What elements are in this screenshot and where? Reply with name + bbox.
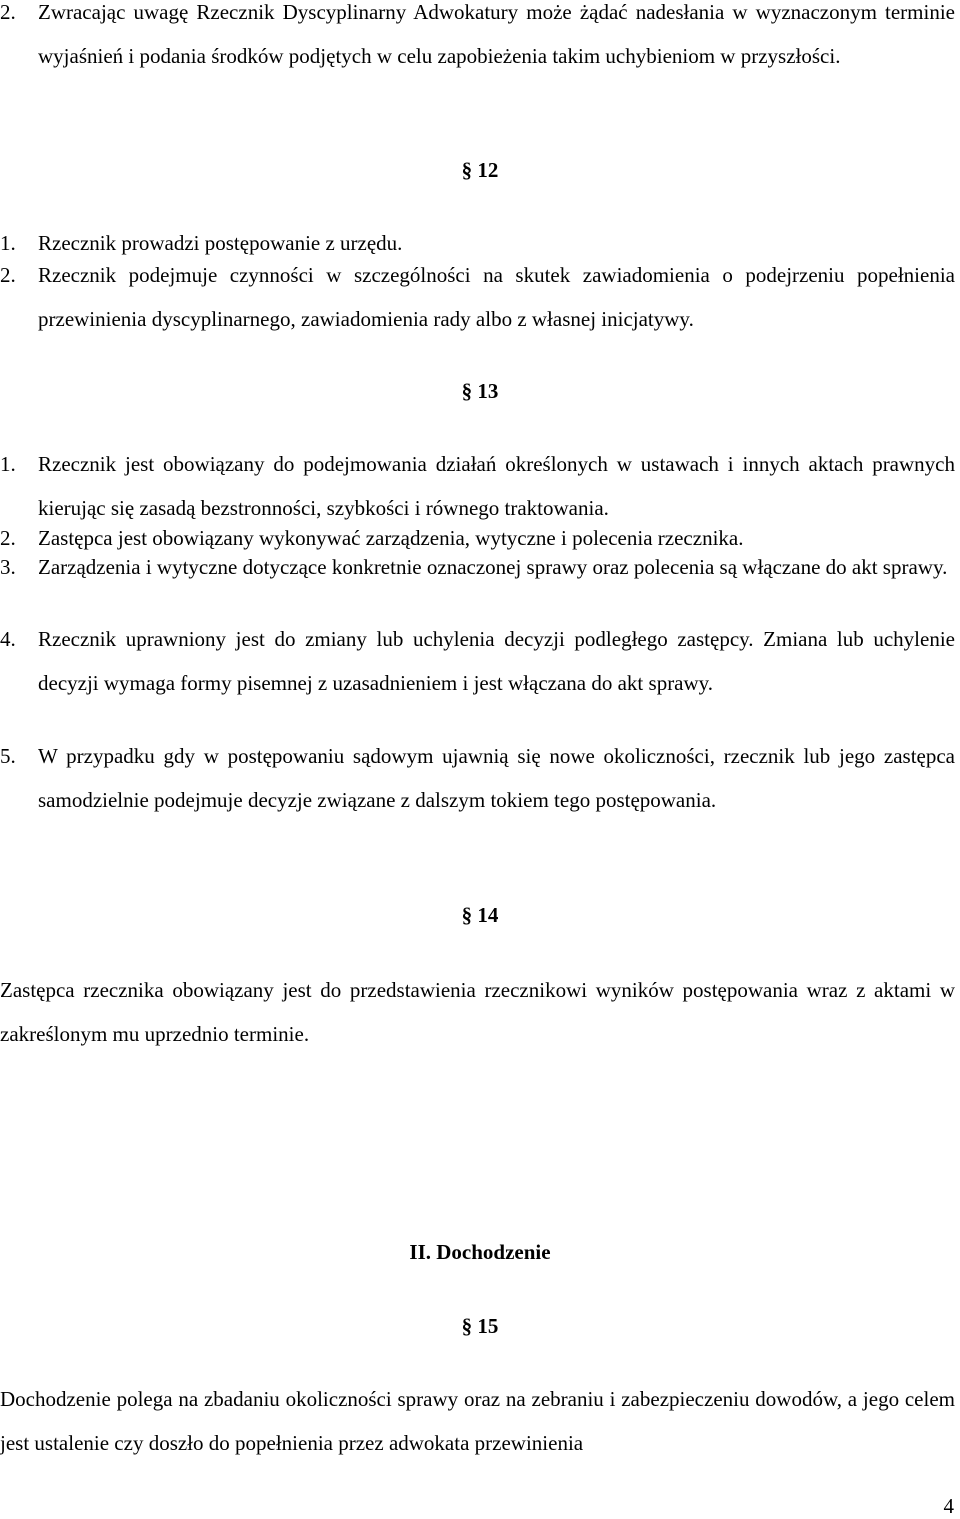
item-number: 2. — [0, 526, 16, 550]
page-number: 4 — [943, 1494, 954, 1518]
item-text: Zwracając uwagę Rzecznik Dyscyplinarny Adwokatury może żądać nadesłania w wyznaczonym terminie wyjaśnień i podania środków podjętych w celu zapobieżenia takim uchybieniom w przyszłości. — [38, 0, 955, 68]
paragraph-item — [0, 617, 955, 705]
item-text: W przypadku gdy w postępowaniu sądowym ujawnią się nowe okoliczności, rzecznik lub jego zastępca samodzielnie podejmuje decyzje związane z dalszym tokiem tego postępowania. — [38, 744, 955, 812]
paragraph-item — [0, 0, 955, 78]
item-number: 3. — [0, 555, 16, 579]
item-number: 2. — [0, 0, 16, 24]
item-text: Zarządzenia i wytyczne dotyczące konkretnie oznaczonej sprawy oraz polecenia są włączane do akt sprawy. — [38, 555, 948, 579]
item-text: Rzecznik uprawniony jest do zmiany lub uchylenia decyzji podległego zastępcy. Zmiana lub uchylenie decyzji wymaga formy pisemnej z uzasadnieniem i jest włączana do akt sprawy. — [38, 627, 955, 695]
item-number: 1. — [0, 452, 16, 476]
section-15-text: Dochodzenie polega na zbadaniu okoliczności sprawy oraz na zebraniu i zabezpieczeniu dowodów, a jego celem jest ustalenie czy doszło do popełnienia przez adwokata przewinienia — [0, 1387, 955, 1455]
item-number: 2. — [0, 263, 16, 287]
item-text: Rzecznik podejmuje czynności w szczególności na skutek zawiadomienia o podejrzeniu popełnienia przewinienia dyscyplinarnego, zawiadomienia rady albo z własnej inicjatywy. — [38, 263, 955, 331]
item-number: 5. — [0, 744, 16, 768]
section-heading-13: § 13 — [461, 379, 499, 403]
section-14-text: Zastępca rzecznika obowiązany jest do przedstawienia rzecznikowi wyników postępowania wraz z aktami w zakreślonym mu uprzednio terminie. — [0, 978, 955, 1046]
section-heading-12: § 12 — [461, 158, 499, 182]
item-text: Rzecznik jest obowiązany do podejmowania działań określonych w ustawach i innych aktach prawnych kierując się zasadą bezstronności, szybkości i równego traktowania. — [38, 452, 955, 520]
item-number: 1. — [0, 231, 16, 255]
item-text: Zastępca jest obowiązany wykonywać zarządzenia, wytyczne i polecenia rzecznika. — [38, 526, 744, 550]
paragraph-item — [0, 545, 955, 589]
section-heading-14: § 14 — [461, 903, 499, 927]
section-heading-15: § 15 — [461, 1314, 499, 1338]
paragraph-item — [0, 253, 955, 341]
chapter-title: II. Dochodzenie — [409, 1240, 551, 1264]
paragraph-item — [0, 442, 955, 530]
paragraph-item — [0, 734, 955, 822]
item-text: Rzecznik prowadzi postępowanie z urzędu. — [38, 231, 403, 255]
item-number: 4. — [0, 627, 16, 651]
